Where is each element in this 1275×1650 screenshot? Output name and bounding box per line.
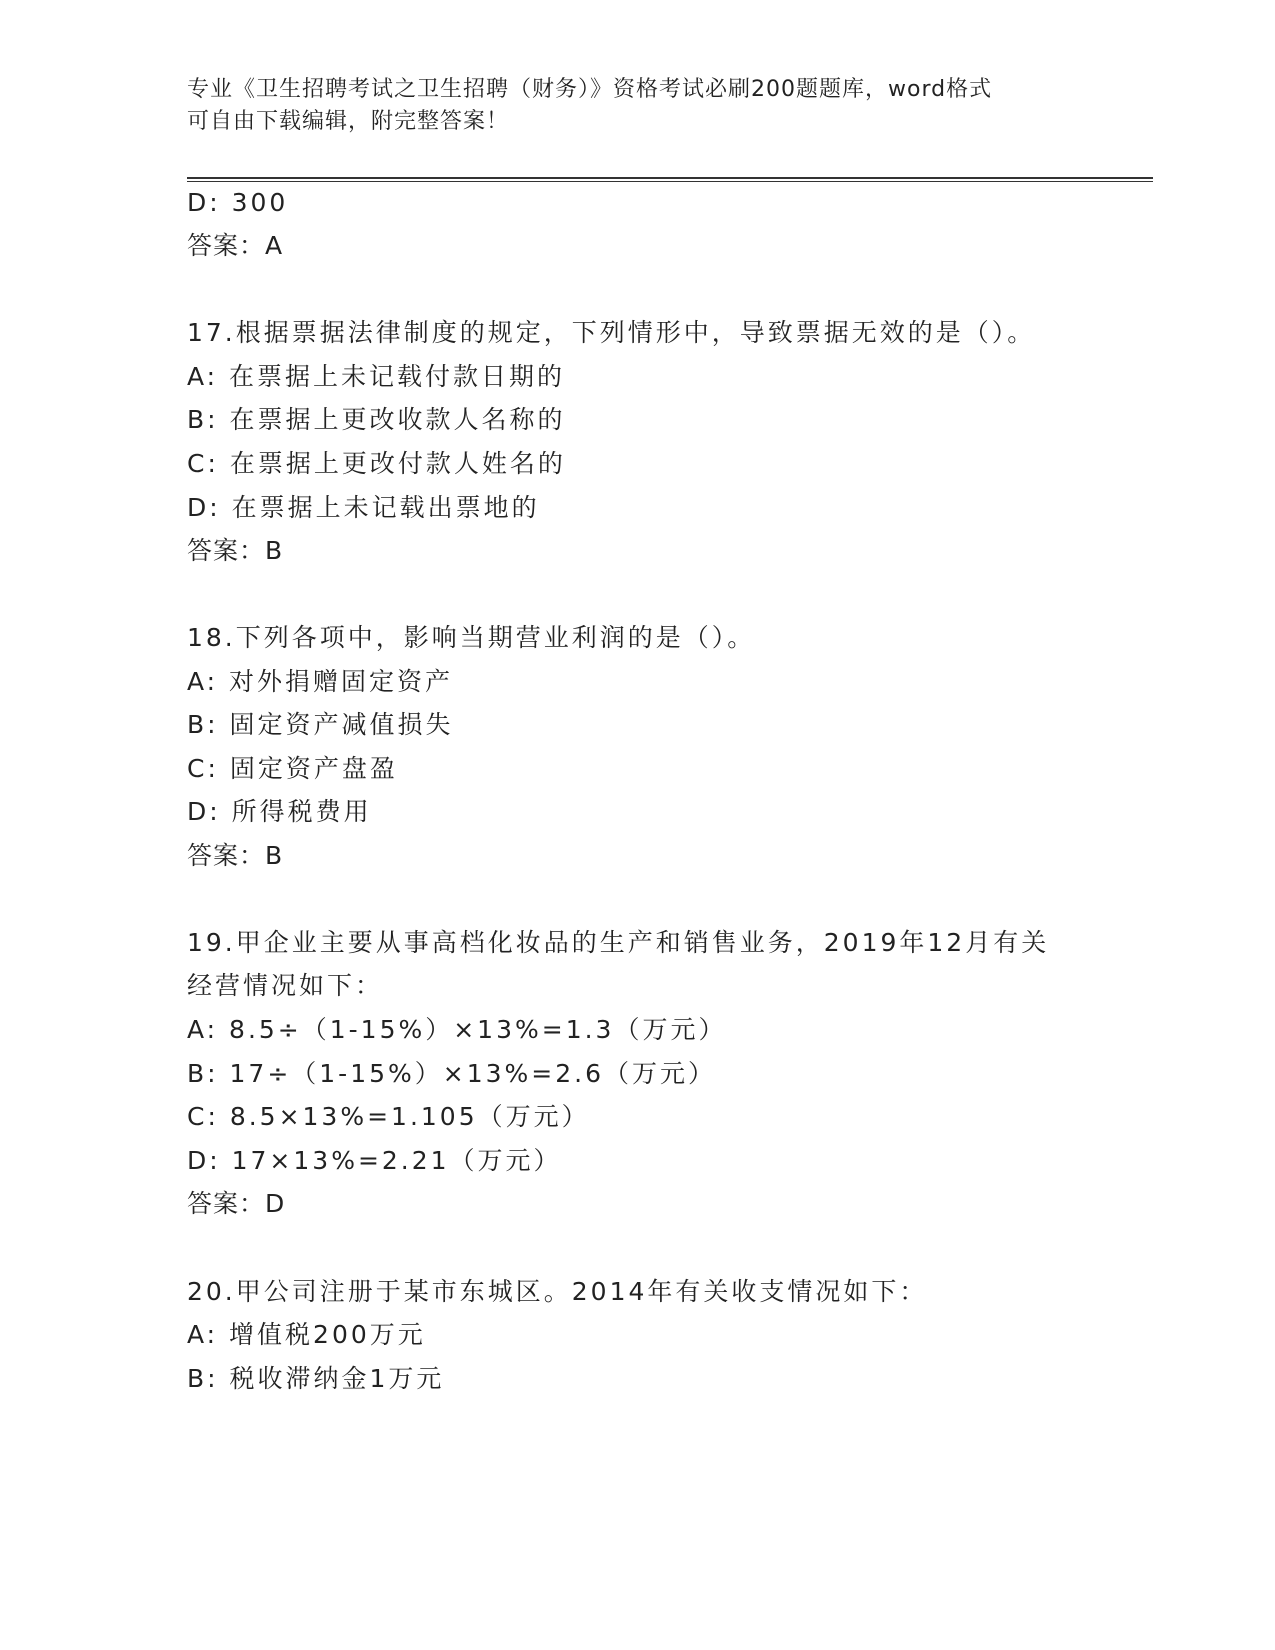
question-18-option-c: C: 固定资产盘盈: [187, 754, 398, 783]
question-18-option-d: D: 所得税费用: [187, 797, 372, 826]
question-17-option-d: D: 在票据上未记载出票地的: [187, 493, 540, 522]
question-19-stem-line-1: 19.甲企业主要从事高档化妆品的生产和销售业务，2019年12月有关: [187, 928, 1050, 957]
question-18-stem: 18.下列各项中，影响当期营业利润的是（）。: [187, 623, 756, 652]
question-18-answer: 答案：B: [187, 841, 284, 870]
question-17-option-b: B: 在票据上更改收款人名称的: [187, 405, 566, 434]
header-divider: [187, 177, 1153, 182]
question-20-option-a: A: 增值税200万元: [187, 1320, 426, 1349]
question-19-stem-line-2: 经营情况如下：: [187, 971, 384, 1000]
question-19-option-c: C: 8.5×13%=1.105（万元）: [187, 1102, 590, 1131]
question-17-option-c: C: 在票据上更改付款人姓名的: [187, 449, 566, 478]
question-17-stem: 17.根据票据法律制度的规定，下列情形中，导致票据无效的是（）。: [187, 318, 1036, 347]
question-19-option-d: D: 17×13%=2.21（万元）: [187, 1146, 562, 1175]
page-header: [187, 74, 1067, 138]
question-18-option-b: B: 固定资产减值损失: [187, 710, 454, 739]
question-20-option-b: B: 税收滞纳金1万元: [187, 1364, 445, 1393]
header-line-1: 专业《卫生招聘考试之卫生招聘（财务）》资格考试必刷200题题库，word格式: [187, 77, 993, 102]
question-18-option-a: A: 对外捐赠固定资产: [187, 667, 454, 696]
question-19-option-b: B: 17÷（1-15%）×13%=2.6（万元）: [187, 1059, 716, 1088]
question-20-stem: 20.甲公司注册于某市东城区。2014年有关收支情况如下：: [187, 1277, 928, 1306]
header-line-2: 可自由下载编辑，附完整答案！: [187, 109, 510, 134]
question-17-answer: 答案：B: [187, 536, 284, 565]
question-19-option-a: A: 8.5÷（1-15%）×13%=1.3（万元）: [187, 1015, 727, 1044]
prev-answer: 答案：A: [187, 231, 284, 260]
question-17-option-a: A: 在票据上未记载付款日期的: [187, 362, 566, 391]
question-19-answer: 答案：D: [187, 1189, 286, 1218]
prev-option-d: D: 300: [187, 188, 289, 217]
